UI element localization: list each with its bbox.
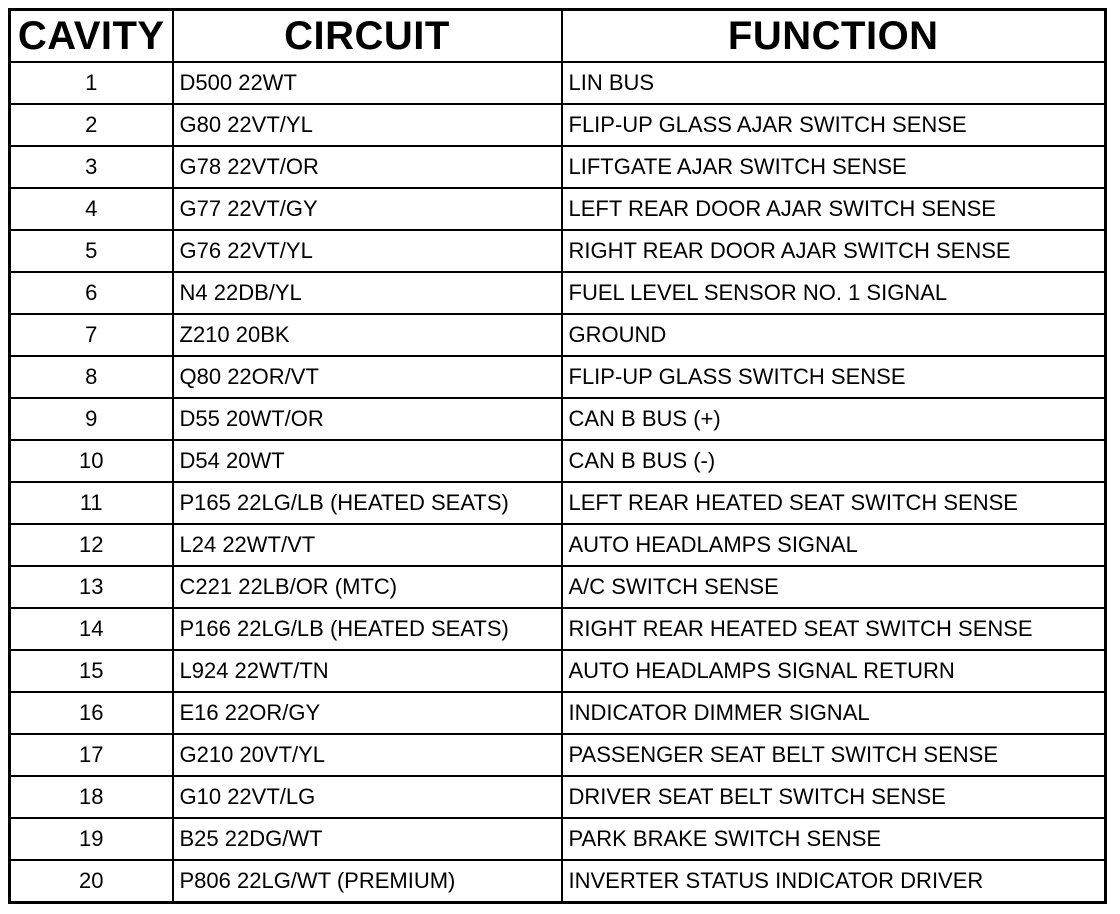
function-cell: AUTO HEADLAMPS SIGNAL — [562, 524, 1106, 566]
table-row — [10, 440, 1106, 482]
circuit-cell: N4 22DB/YL — [173, 272, 562, 314]
cavity-cell: 9 — [10, 398, 173, 440]
cavity-cell: 15 — [10, 650, 173, 692]
cavity-cell: 17 — [10, 734, 173, 776]
table-row — [10, 608, 1106, 650]
circuit-cell: G10 22VT/LG — [173, 776, 562, 818]
table-row — [10, 818, 1106, 860]
function-cell: AUTO HEADLAMPS SIGNAL RETURN — [562, 650, 1106, 692]
table-row — [10, 104, 1106, 146]
circuit-cell: G210 20VT/YL — [173, 734, 562, 776]
table-row — [10, 776, 1106, 818]
table-row — [10, 230, 1106, 272]
function-cell: LEFT REAR HEATED SEAT SWITCH SENSE — [562, 482, 1106, 524]
table-row — [10, 146, 1106, 188]
cavity-cell: 7 — [10, 314, 173, 356]
cavity-cell: 8 — [10, 356, 173, 398]
function-cell: CAN B BUS (+) — [562, 398, 1106, 440]
function-cell: A/C SWITCH SENSE — [562, 566, 1106, 608]
function-cell: PASSENGER SEAT BELT SWITCH SENSE — [562, 734, 1106, 776]
table-body — [10, 62, 1106, 903]
table-row — [10, 188, 1106, 230]
function-cell: FLIP-UP GLASS SWITCH SENSE — [562, 356, 1106, 398]
circuit-cell: B25 22DG/WT — [173, 818, 562, 860]
circuit-cell: P165 22LG/LB (HEATED SEATS) — [173, 482, 562, 524]
circuit-cell: Z210 20BK — [173, 314, 562, 356]
cavity-cell: 12 — [10, 524, 173, 566]
cavity-cell: 5 — [10, 230, 173, 272]
column-header-circuit: CIRCUIT — [173, 10, 562, 63]
table-row — [10, 314, 1106, 356]
cavity-cell: 19 — [10, 818, 173, 860]
circuit-cell: P806 22LG/WT (PREMIUM) — [173, 860, 562, 903]
connector-pinout-table — [8, 8, 1107, 904]
cavity-cell: 1 — [10, 62, 173, 104]
cavity-cell: 10 — [10, 440, 173, 482]
table-row — [10, 272, 1106, 314]
circuit-cell: C221 22LB/OR (MTC) — [173, 566, 562, 608]
cavity-cell: 11 — [10, 482, 173, 524]
function-cell: RIGHT REAR HEATED SEAT SWITCH SENSE — [562, 608, 1106, 650]
function-cell: GROUND — [562, 314, 1106, 356]
function-cell: LIN BUS — [562, 62, 1106, 104]
table-row — [10, 860, 1106, 903]
circuit-cell: L24 22WT/VT — [173, 524, 562, 566]
circuit-cell: D500 22WT — [173, 62, 562, 104]
table-row — [10, 398, 1106, 440]
cavity-cell: 3 — [10, 146, 173, 188]
table-row — [10, 356, 1106, 398]
table-row — [10, 734, 1106, 776]
circuit-cell: D55 20WT/OR — [173, 398, 562, 440]
function-cell: CAN B BUS (-) — [562, 440, 1106, 482]
table-row — [10, 692, 1106, 734]
circuit-cell: G80 22VT/YL — [173, 104, 562, 146]
circuit-cell: E16 22OR/GY — [173, 692, 562, 734]
table-row — [10, 524, 1106, 566]
cavity-cell: 4 — [10, 188, 173, 230]
cavity-cell: 16 — [10, 692, 173, 734]
cavity-cell: 14 — [10, 608, 173, 650]
cavity-cell: 6 — [10, 272, 173, 314]
circuit-cell: L924 22WT/TN — [173, 650, 562, 692]
column-header-function: FUNCTION — [562, 10, 1106, 63]
circuit-cell: G77 22VT/GY — [173, 188, 562, 230]
cavity-cell: 13 — [10, 566, 173, 608]
function-cell: INVERTER STATUS INDICATOR DRIVER — [562, 860, 1106, 903]
function-cell: FLIP-UP GLASS AJAR SWITCH SENSE — [562, 104, 1106, 146]
cavity-cell: 18 — [10, 776, 173, 818]
function-cell: DRIVER SEAT BELT SWITCH SENSE — [562, 776, 1106, 818]
header-row — [10, 10, 1106, 63]
circuit-cell: P166 22LG/LB (HEATED SEATS) — [173, 608, 562, 650]
circuit-cell: D54 20WT — [173, 440, 562, 482]
circuit-cell: G76 22VT/YL — [173, 230, 562, 272]
function-cell: FUEL LEVEL SENSOR NO. 1 SIGNAL — [562, 272, 1106, 314]
function-cell: LIFTGATE AJAR SWITCH SENSE — [562, 146, 1106, 188]
table-row — [10, 482, 1106, 524]
function-cell: INDICATOR DIMMER SIGNAL — [562, 692, 1106, 734]
cavity-cell: 20 — [10, 860, 173, 903]
circuit-cell: G78 22VT/OR — [173, 146, 562, 188]
function-cell: LEFT REAR DOOR AJAR SWITCH SENSE — [562, 188, 1106, 230]
function-cell: RIGHT REAR DOOR AJAR SWITCH SENSE — [562, 230, 1106, 272]
table-row — [10, 650, 1106, 692]
cavity-cell: 2 — [10, 104, 173, 146]
circuit-cell: Q80 22OR/VT — [173, 356, 562, 398]
table-row — [10, 566, 1106, 608]
function-cell: PARK BRAKE SWITCH SENSE — [562, 818, 1106, 860]
column-header-cavity: CAVITY — [10, 10, 173, 63]
table-row — [10, 62, 1106, 104]
